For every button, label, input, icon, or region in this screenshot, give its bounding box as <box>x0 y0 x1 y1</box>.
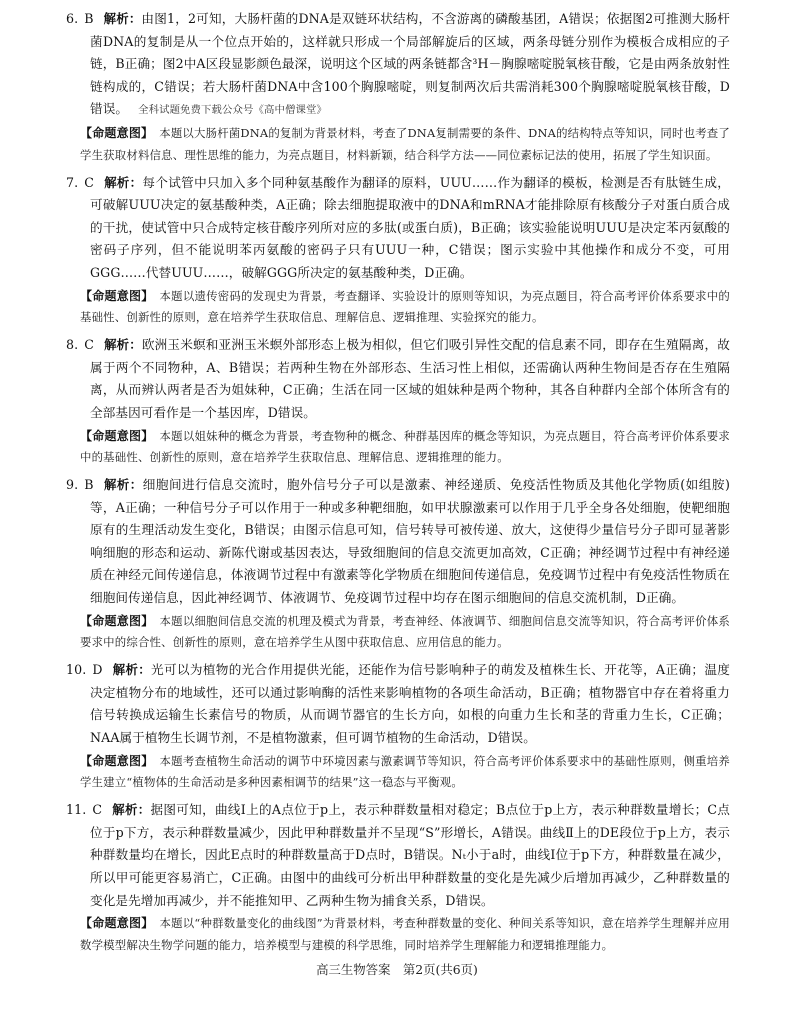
answer-letter: B <box>84 477 94 493</box>
answer-letter: B <box>84 11 94 26</box>
analysis-text: 据图可知，曲线Ⅰ上的A点位于p上，表示种群数量相对稳定；B点位于p上方，表示种群数量增长；C点位于p下方，表示种群数量减少，因此甲种群数量并不呈现“S”形增长，A错误。曲线Ⅱ上的DE段位于p上方，表示种群数量均在增长，因此E点时的种群数量高于D点时，B错误。Nₜ小于a时，曲线Ⅰ位于p下方，种群数量在减少，所以甲可能更容易消亡，C正确。由图中的曲线可分析出甲种群数量的变化是先减少后增加再减少，乙种群数量的变化是先增加再减少，并不能推知甲、乙两种生物为捕食关系，D错误。 <box>90 802 730 908</box>
analysis-paragraph <box>66 474 730 610</box>
analysis-label: 解析： <box>103 11 142 26</box>
question-number: 9. <box>66 477 79 493</box>
answer-letter: C <box>84 337 94 353</box>
intent-paragraph <box>80 286 730 330</box>
analysis-text: 每个试管中只加入多个同种氨基酸作为翻译的原料，UUU……作为翻译的模板，检测是否有肽链生成，可破解UUU决定的氨基酸种类，A正确；除去细胞提取液中的DNA和mRNA才能排除原有核酸分子对蛋白质合成的干扰，使试管中只合成特定核苷酸序列所对应的多肽(或蛋白质)，B正确；该实验能说明UUU是决定苯丙氨酸的密码子序列，但不能说明苯丙氨酸的密码子只有UUU一种，C错误；图示实验中其他操作和成分不变，可用GGG……代替UUU……，破解GGG所决定的氨基酸种类，D正确。 <box>90 174 730 280</box>
question-number: 7. <box>66 174 79 190</box>
intent-text: 本题以细胞间信息交流的机理及模式为背景，考查神经、体液调节、细胞间信息交流等知识，符合高考评价体系要求中的综合性、创新性的原则，意在培养学生从图中获取信息、应用信息的能力。 <box>80 613 731 650</box>
analysis-text: 欧洲玉米螟和亚洲玉米螟外部形态上极为相似，但它们吸引异性交配的信息素不同，即存在生殖隔离，故属于两个不同物种，A、B错误；若两种生物在外部形态、生活习性上相似，还需确认两种生物间是否存在生殖隔离，从而辨认两者是否为姐妹种，C正确；生活在同一区域的姐妹种是两个物种，其各自种群内全部个体所含有的全部基因可看作是一个基因库，D错误。 <box>90 337 730 420</box>
analysis-paragraph <box>66 8 730 122</box>
question-item-8 <box>66 334 730 469</box>
analysis-text: 由图1，2可知，大肠杆菌的DNA是双链环状结构，不含游离的磷酸基团，A错误；依据图2可推测大肠杆菌DNA的复制是从一个位点开始的，这样就只形成一个局部解旋后的区域，两条母链分别作为模板合成相应的子链，B正确；图2中A区段显影颜色最深，说明这个区域的两条链都含³H－胸腺嘧啶脱氧核苷酸，它是由两条放射性链构成的，C错误；若大肠杆菌DNA中含100个胸腺嘧啶，则复制两次后共需消耗300个胸腺嘧啶脱氧核苷酸，D错误。 <box>90 11 730 117</box>
intent-paragraph <box>80 913 730 957</box>
intent-paragraph <box>80 611 730 655</box>
intent-label: 【命题意图】 <box>80 125 154 140</box>
intent-label: 【命题意图】 <box>80 916 154 931</box>
watermark-note: 全科试题免费下载公众号《高中僧课堂》 <box>138 104 327 117</box>
analysis-label: 解析： <box>103 337 142 353</box>
question-item-10 <box>66 659 730 794</box>
intent-label: 【命题意图】 <box>80 288 154 303</box>
analysis-paragraph <box>66 334 730 424</box>
analysis-label: 解析： <box>112 662 152 678</box>
analysis-label: 解析： <box>103 174 143 190</box>
question-item-11 <box>66 799 730 957</box>
intent-paragraph <box>80 751 730 795</box>
intent-label: 【命题意图】 <box>80 428 154 443</box>
intent-text: 本题以姐妹种的概念为背景，考查物种的概念、种群基因库的概念等知识，为亮点题目，符合高考评价体系要求中的基础性、创新性的原则，意在培养学生获取信息、理解信息、逻辑推理的能力。 <box>80 428 731 465</box>
intent-label: 【命题意图】 <box>80 613 154 628</box>
intent-text: 本题以大肠杆菌DNA的复制为背景材料，考查了DNA复制需要的条件、DNA的结构特点等知识，同时也考查了学生获取材料信息、理性思维的能力，为亮点题目，材料新颖，结合科学方法——同位素标记法的使用，拓展了学生知识面。 <box>80 125 730 162</box>
analysis-text: 细胞间进行信息交流时，胞外信号分子可以是激素、神经递质、免疫活性物质及其他化学物质(如组胺)等，A正确；一种信号分子可以作用于一种或多种靶细胞，如甲状腺激素可以作用于几乎全身各处细胞，使靶细胞原有的生理活动发生变化，B错误；由图示信息可知，信号转导可被传递、放大，这使得少量信号分子即可显著影响细胞的形态和运动、新陈代谢或基因表达，导致细胞间的信息交流更加高效，C正确；神经调节过程中有神经递质在神经元间传递信息，体液调节过程中有激素等化学物质在细胞间传递信息，免疫调节过程中有免疫活性物质在细胞间传递信息，因此神经调节、体液调节、免疫调节过程中均存在图示细胞间的信息交流机制，D正确。 <box>90 477 730 606</box>
answer-letter: C <box>84 174 94 190</box>
answer-page <box>66 8 730 962</box>
question-number: 6. <box>66 11 79 26</box>
analysis-label: 解析： <box>112 802 151 818</box>
question-number: 8. <box>66 337 79 353</box>
question-item-6 <box>66 8 730 167</box>
page-footer: 高三生物答案 第2页(共6页) <box>316 962 478 977</box>
analysis-paragraph <box>66 659 730 749</box>
question-item-9 <box>66 474 730 654</box>
analysis-text: 光可以为植物的光合作用提供光能，还能作为信号影响种子的萌发及植株生长、开花等，A正确；温度决定植物分布的地域性，还可以通过影响酶的活性来影响植物的各项生命活动，B正确；植物器官中存在着将重力信号转换成运输生长素信号的物质，从而调节器官的生长方向，如根的向重力生长和茎的背重力生长，C正确；NAA属于植物生长调节剂，不是植物激素，但可调节植物的生命活动，D错误。 <box>90 662 730 746</box>
intent-label: 【命题意图】 <box>80 753 154 768</box>
intent-paragraph <box>80 123 730 167</box>
analysis-paragraph <box>66 172 730 285</box>
analysis-paragraph <box>66 799 730 912</box>
answer-letter: D <box>92 662 103 678</box>
question-number: 11. <box>66 802 87 818</box>
intent-paragraph <box>80 426 730 470</box>
intent-text: 本题以“种群数量变化的曲线图”为背景材料，考查种群数量的变化、种间关系等知识，意在培养学生理解并应用数学模型解决生物学问题的能力，培养模型与建模的科学思维，同时培养学生理解能力和逻辑推理能力。 <box>80 916 730 952</box>
answer-letter: C <box>92 802 103 818</box>
intent-text: 本题考查植物生命活动的调节中环境因素与激素调节等知识，符合高考评价体系要求中的基础性原则，侧重培养学生建立“植物体的生命活动是多种因素相调节的结果”这一稳态与平衡观。 <box>80 753 731 790</box>
question-number: 10. <box>66 662 87 678</box>
analysis-label: 解析： <box>103 477 143 493</box>
intent-text: 本题以遗传密码的发现史为背景，考查翻译、实验设计的原则等知识，为亮点题目，符合高考评价体系要求中的基础性、创新性的原则，意在培养学生获取信息、理解信息、逻辑推理、实验探究的能力。 <box>80 288 731 325</box>
question-item-7 <box>66 172 730 330</box>
